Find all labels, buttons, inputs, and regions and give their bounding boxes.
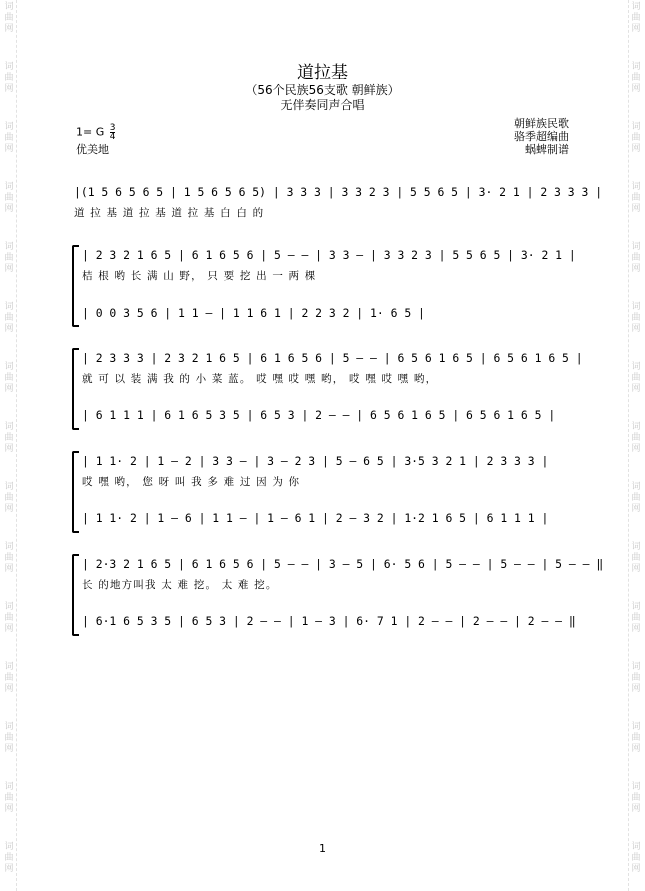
watermark-glyph-group: [2, 182, 16, 215]
watermark-char: 词: [4, 302, 14, 312]
watermark-char: 网: [4, 444, 14, 454]
watermark-char: 词: [4, 242, 14, 252]
watermark-char: 词: [4, 722, 14, 732]
key-label: 1= G: [76, 125, 105, 139]
watermark-glyph-group: [629, 122, 643, 155]
watermark-char: 网: [631, 864, 641, 874]
watermark-char: 词: [631, 662, 641, 672]
system-bracket: [72, 348, 79, 430]
watermark-char: 词: [4, 842, 14, 852]
watermark-char: 词: [631, 602, 641, 612]
watermark-glyph-group: [2, 242, 16, 275]
watermark-char: 曲: [4, 373, 14, 383]
credit-arranger: 骆季超编曲: [514, 130, 569, 143]
time-top: 3: [109, 123, 116, 133]
watermark-glyph-group: [629, 782, 643, 815]
watermark-glyph-group: [2, 362, 16, 395]
watermark-char: 网: [4, 24, 14, 34]
watermark-char: 网: [4, 204, 14, 214]
watermark-char: 词: [631, 242, 641, 252]
watermark-char: 网: [631, 564, 641, 574]
watermark-char: 词: [631, 62, 641, 72]
watermark-char: 曲: [4, 853, 14, 863]
watermark-char: 网: [4, 624, 14, 634]
watermark-char: 网: [4, 84, 14, 94]
voice1-notes: |(1 5 6 5 6 5 | 1 5 6 5 6 5) | 3 3 3 | 3 3 2 3 | 5 5 6 5 | 3· 2 1 | 2 3 3 3 |: [74, 185, 603, 199]
watermark-char: 网: [631, 324, 641, 334]
watermark-char: 网: [631, 804, 641, 814]
watermark-char: 曲: [631, 793, 641, 803]
watermark-char: 词: [4, 2, 14, 12]
watermark-glyph-group: [629, 662, 643, 695]
watermark-char: 词: [631, 542, 641, 552]
time-bottom: 4: [109, 132, 116, 142]
voice2-notes: | 6·1 6 5 3 5 | 6 5 3 | 2 — — | 1 — 3 | 6· 7 1 | 2 — — | 2 — — | 2 — — ‖: [82, 614, 576, 628]
watermark-char: 词: [631, 302, 641, 312]
watermark-char: 网: [631, 384, 641, 394]
watermark-glyph-group: [629, 182, 643, 215]
watermark-char: 网: [4, 384, 14, 394]
system-bracket: [72, 245, 79, 327]
watermark-glyph-group: [629, 602, 643, 635]
watermark-char: 曲: [631, 253, 641, 263]
watermark-glyph-group: [2, 602, 16, 635]
watermark-char: 曲: [631, 673, 641, 683]
watermark-char: 曲: [631, 733, 641, 743]
watermark-glyph-group: [2, 482, 16, 515]
credit-origin: 朝鲜族民歌: [514, 117, 569, 130]
watermark-char: 网: [631, 264, 641, 274]
watermark-glyph-group: [629, 422, 643, 455]
voice2-notes: | 0 0 3 5 6 | 1 1 — | 1 1 6 1 | 2 2 3 2 | 1· 6 5 |: [82, 306, 425, 320]
watermark-char: 词: [4, 782, 14, 792]
watermark-char: 曲: [4, 733, 14, 743]
watermark-char: 曲: [4, 793, 14, 803]
watermark-char: 曲: [631, 853, 641, 863]
watermark-glyph-group: [2, 302, 16, 335]
voice1-notes: | 2 3 3 3 | 2 3 2 1 6 5 | 6 1 6 5 6 | 5 — — | 6 5 6 1 6 5 | 6 5 6 1 6 5 |: [82, 351, 583, 365]
voice2-notes: | 6 1 1 1 | 6 1 6 5 3 5 | 6 5 3 | 2 — — | 6 5 6 1 6 5 | 6 5 6 1 6 5 |: [82, 408, 556, 422]
voice2-notes: | 1 1· 2 | 1 — 6 | 1 1 — | 1 — 6 1 | 2 — 3 2 | 1·2 1 6 5 | 6 1 1 1 |: [82, 511, 549, 525]
watermark-char: 词: [631, 122, 641, 132]
watermark-char: 词: [4, 542, 14, 552]
watermark-glyph-group: [629, 362, 643, 395]
watermark-char: 网: [4, 564, 14, 574]
watermark-char: 网: [631, 24, 641, 34]
watermark-char: 词: [631, 482, 641, 492]
voice1-lyrics: 长 的地方叫我 太 难 挖。 太 难 挖。: [82, 579, 278, 591]
watermark-char: 网: [631, 744, 641, 754]
time-signature: [110, 124, 116, 141]
voice1-notes: | 2·3 2 1 6 5 | 6 1 6 5 6 | 5 — — | 3 — 5 | 6· 5 6 | 5 — — | 5 — — | 5 — — ‖: [82, 557, 604, 571]
watermark-glyph-group: [2, 122, 16, 155]
watermark-char: 网: [4, 504, 14, 514]
watermark-char: 曲: [631, 133, 641, 143]
watermark-char: 词: [631, 842, 641, 852]
watermark-glyph-group: [2, 542, 16, 575]
watermark-char: 词: [631, 722, 641, 732]
credit-engraver: 蜗蜱制谱: [525, 143, 569, 156]
watermark-glyph-group: [2, 662, 16, 695]
score-system-1: [74, 182, 603, 226]
watermark-char: 曲: [631, 13, 641, 23]
watermark-char: 词: [4, 482, 14, 492]
watermark-char: 网: [4, 744, 14, 754]
key-signature: [76, 124, 115, 141]
watermark-char: 网: [631, 684, 641, 694]
score-system-5: [74, 554, 604, 636]
watermark-glyph-group: [2, 422, 16, 455]
watermark-char: 网: [631, 204, 641, 214]
watermark-char: 网: [4, 864, 14, 874]
watermark-glyph-group: [629, 722, 643, 755]
score-system-4: [74, 451, 570, 533]
voice1-notes: | 1 1· 2 | 1 — 2 | 3 3 — | 3 — 2 3 | 5 — 6 5 | 3·5 3 2 1 | 2 3 3 3 |: [82, 454, 549, 468]
system-bracket: [72, 451, 79, 533]
voice1-lyrics: 道 拉 基 道 拉 基 道 拉 基 白 白 的: [74, 207, 265, 219]
watermark-char: 词: [4, 62, 14, 72]
watermark-char: 曲: [4, 253, 14, 263]
song-arrangement-type: 无伴奏同声合唱: [280, 98, 365, 112]
left-margin-guide: [16, 0, 17, 891]
watermark-glyph-group: [629, 482, 643, 515]
watermark-char: 曲: [4, 433, 14, 443]
voice1-notes: | 2 3 2 1 6 5 | 6 1 6 5 6 | 5 — — | 3 3 — | 3 3 2 3 | 5 5 6 5 | 3· 2 1 |: [82, 248, 576, 262]
watermark-glyph-group: [2, 782, 16, 815]
watermark-glyph-group: [629, 2, 643, 35]
score-system-3: [74, 348, 583, 430]
watermark-char: 曲: [4, 613, 14, 623]
watermark-char: 网: [4, 264, 14, 274]
song-title: 道拉基: [297, 63, 348, 83]
watermark-char: 网: [4, 324, 14, 334]
watermark-char: 曲: [631, 613, 641, 623]
watermark-char: 词: [4, 422, 14, 432]
watermark-char: 词: [631, 182, 641, 192]
system-bracket: [72, 554, 79, 636]
watermark-char: 网: [631, 504, 641, 514]
watermark-char: 网: [631, 624, 641, 634]
watermark-char: 曲: [4, 13, 14, 23]
watermark-char: 曲: [631, 313, 641, 323]
watermark-glyph-group: [2, 722, 16, 755]
watermark-char: 词: [631, 362, 641, 372]
watermark-char: 网: [4, 684, 14, 694]
voice1-lyrics: 桔 根 哟 长 满 山 野， 只 要 挖 出 一 两 棵: [82, 270, 317, 282]
watermark-char: 词: [4, 122, 14, 132]
watermark-char: 词: [4, 602, 14, 612]
watermark-char: 曲: [4, 673, 14, 683]
watermark-char: 词: [631, 422, 641, 432]
watermark-char: 网: [631, 144, 641, 154]
watermark-char: 词: [4, 182, 14, 192]
watermark-char: 曲: [4, 493, 14, 503]
watermark-char: 网: [4, 144, 14, 154]
watermark-char: 曲: [4, 133, 14, 143]
voice1-lyrics: 就 可 以 装 满 我 的 小 菜 蓝。 哎 嘿 哎 嘿 哟， 哎 嘿 哎 嘿 哟，: [82, 373, 438, 385]
watermark-glyph-group: [629, 242, 643, 275]
watermark-glyph-group: [629, 542, 643, 575]
watermark-glyph-group: [629, 302, 643, 335]
watermark-char: 曲: [631, 73, 641, 83]
watermark-char: 曲: [4, 193, 14, 203]
watermark-char: 曲: [4, 313, 14, 323]
watermark-char: 曲: [631, 553, 641, 563]
watermark-char: 网: [631, 444, 641, 454]
song-subtitle: （56个民族56支歌 朝鲜族）: [245, 83, 400, 97]
score-system-2: [74, 245, 576, 327]
watermark-char: 网: [4, 804, 14, 814]
watermark-char: 词: [4, 362, 14, 372]
watermark-char: 曲: [631, 493, 641, 503]
voice1-lyrics: 哎 嘿 哟， 您 呀 叫 我 多 难 过 因 为 你: [82, 476, 301, 488]
page-number: 1: [319, 842, 326, 855]
watermark-char: 曲: [4, 73, 14, 83]
watermark-char: 词: [631, 782, 641, 792]
watermark-char: 曲: [631, 193, 641, 203]
watermark-char: 词: [4, 662, 14, 672]
watermark-char: 词: [631, 2, 641, 12]
watermark-char: 网: [631, 84, 641, 94]
tempo-marking: 优美地: [76, 143, 109, 156]
watermark-char: 曲: [631, 373, 641, 383]
watermark-char: 曲: [631, 433, 641, 443]
watermark-char: 曲: [4, 553, 14, 563]
watermark-glyph-group: [2, 2, 16, 35]
